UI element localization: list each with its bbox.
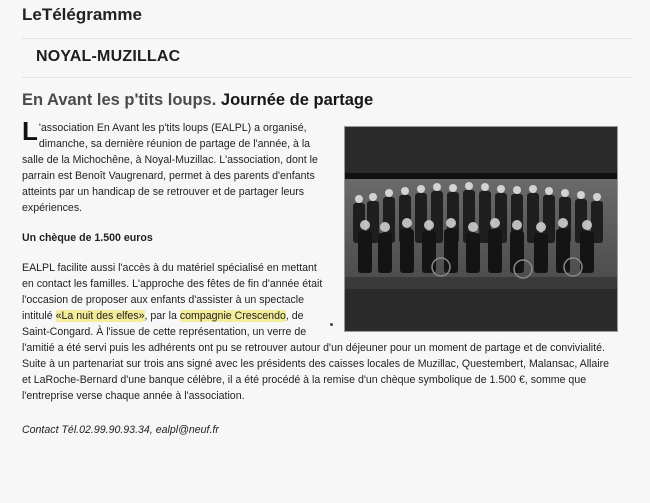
- body-text-a: EALPL facilite aussi l'accès à du matériel spécialisé en mettant en contact les familles. L'approche des fêtes de fin d'année était l'occasion de proposer aux enfants d'assister à un spectacle intitulé: [22, 262, 323, 322]
- headline-part-2: Journée de partage: [220, 91, 374, 109]
- newspaper-masthead: LeTélégramme: [22, 5, 142, 24]
- article-subheading: Un chèque de 1.500 euros: [22, 232, 153, 244]
- article-headline: [22, 91, 373, 110]
- show-title-highlight: «La nuit des elfes»: [55, 310, 145, 322]
- drop-cap: L: [22, 116, 38, 146]
- contact-line: Contact Tél.02.99.90.93.34, ealpl@neuf.fr: [22, 424, 219, 436]
- article-body: [22, 116, 618, 438]
- divider: [22, 77, 632, 78]
- company-highlight: compagnie Crescendo: [179, 310, 286, 322]
- divider: [22, 38, 632, 39]
- headline-part-1: En Avant les p'tits loups.: [22, 91, 217, 109]
- body-text-b: , par la: [144, 310, 180, 322]
- body-text-c: , de Saint-Congard. À l'issue de cette représentation, un verre de l'amitié a été servi puis les adhérents ont pu se retrouver autour d'un déjeuner pour un moment de partage et de convivialité. Suite à un partenariat sur trois ans signé avec les présidents des caisses locales de Muzillac, Questembert, Malansac, Allaire et LaRoche-Bernard d'une banque célèbre, il a été procédé à la remise d'un chèque symbolique de 1.500 €, somme que l'entreprise verse chaque année à l'association.: [22, 310, 610, 402]
- bullet-dot: [330, 323, 333, 326]
- group-photo-image: [345, 127, 617, 331]
- intro-text: 'association En Avant les p'tits loups (EALPL) a organisé, dimanche, sa dernière réunion de partage de l'année, à la salle de la Michochêne, à Noyal-Muzillac. L'association, dont le parrain est Benoît Vaugrenard, permet à des parents d'enfants atteints par un handicap de se retrouver et de partager leurs expériences.: [22, 122, 318, 214]
- section-title: NOYAL-MUZILLAC: [36, 48, 181, 65]
- group-photo: [344, 126, 618, 332]
